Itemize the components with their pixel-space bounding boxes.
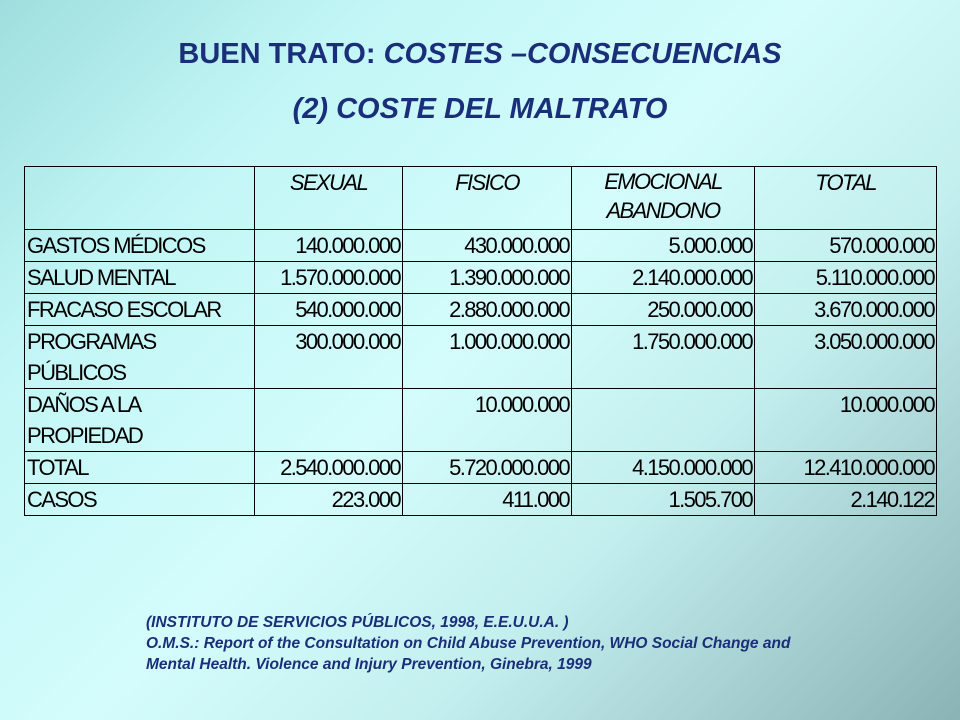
- cell-fisico: 430.000.000: [403, 230, 572, 262]
- header-cell-emocional-abandono: EMOCIONAL ABANDONO: [572, 167, 755, 230]
- cell-sexual: 223.000: [255, 484, 403, 516]
- cell-fisico: 10.000.000: [403, 389, 572, 452]
- cell-sexual: 2.540.000.000: [255, 452, 403, 484]
- table-row: [25, 294, 937, 326]
- cell-total: 3.050.000.000: [755, 326, 937, 389]
- cell-total: 570.000.000: [755, 230, 937, 262]
- table-row: [25, 389, 937, 452]
- row-label: CASOS: [25, 484, 255, 516]
- slide-title: [0, 38, 960, 71]
- table-row: [25, 452, 937, 484]
- row-label: SALUD MENTAL: [25, 262, 255, 294]
- cell-fisico: 2.880.000.000: [403, 294, 572, 326]
- cell-sexual: [255, 389, 403, 452]
- header-cell-empty: [25, 167, 255, 230]
- table-row: [25, 484, 937, 516]
- cell-emocional: 2.140.000.000: [572, 262, 755, 294]
- table-row: [25, 326, 937, 389]
- cell-fisico: 5.720.000.000: [403, 452, 572, 484]
- cell-emocional: [572, 389, 755, 452]
- cell-emocional: 250.000.000: [572, 294, 755, 326]
- row-label: TOTAL: [25, 452, 255, 484]
- row-label: DAÑOS A LA PROPIEDAD: [25, 389, 255, 452]
- references: [146, 612, 946, 675]
- cell-sexual: 1.570.000.000: [255, 262, 403, 294]
- cell-fisico: 1.000.000.000: [403, 326, 572, 389]
- cell-emocional: 1.750.000.000: [572, 326, 755, 389]
- cell-total: 5.110.000.000: [755, 262, 937, 294]
- reference-oms-line-2: Mental Health. Violence and Injury Prevention, Ginebra, 1999: [146, 656, 592, 673]
- cell-fisico: 1.390.000.000: [403, 262, 572, 294]
- header-cell-total: TOTAL: [755, 167, 937, 230]
- cell-emocional: 1.505.700: [572, 484, 755, 516]
- row-label: GASTOS MÉDICOS: [25, 230, 255, 262]
- cost-table: [24, 166, 937, 516]
- cell-sexual: 300.000.000: [255, 326, 403, 389]
- cell-sexual: 540.000.000: [255, 294, 403, 326]
- slide-subtitle: (2) COSTE DEL MALTRATO: [292, 93, 668, 125]
- cell-emocional: 5.000.000: [572, 230, 755, 262]
- header-cell-fisico: FISICO: [403, 167, 572, 230]
- cell-total: 2.140.122: [755, 484, 937, 516]
- cell-total: 10.000.000: [755, 389, 937, 452]
- cell-sexual: 140.000.000: [255, 230, 403, 262]
- reference-source-line: (INSTITUTO DE SERVICIOS PÚBLICOS, 1998, E.E.U.U.A. ): [146, 614, 569, 631]
- header-cell-sexual: SEXUAL: [255, 167, 403, 230]
- cell-fisico: 411.000: [403, 484, 572, 516]
- cell-total: 3.670.000.000: [755, 294, 937, 326]
- cell-emocional: 4.150.000.000: [572, 452, 755, 484]
- slide-title-prefix: BUEN TRATO:: [178, 38, 384, 70]
- cell-total: 12.410.000.000: [755, 452, 937, 484]
- row-label: FRACASO ESCOLAR: [25, 294, 255, 326]
- table-row: [25, 230, 937, 262]
- slide-title-italic: COSTES –CONSECUENCIAS: [383, 38, 782, 70]
- table-row: [25, 262, 937, 294]
- reference-oms-line-1: O.M.S.: Report of the Consultation on Child Abuse Prevention, WHO Social Change and: [146, 635, 791, 652]
- table-header-row: [25, 167, 937, 230]
- row-label: PROGRAMAS PÚBLICOS: [25, 326, 255, 389]
